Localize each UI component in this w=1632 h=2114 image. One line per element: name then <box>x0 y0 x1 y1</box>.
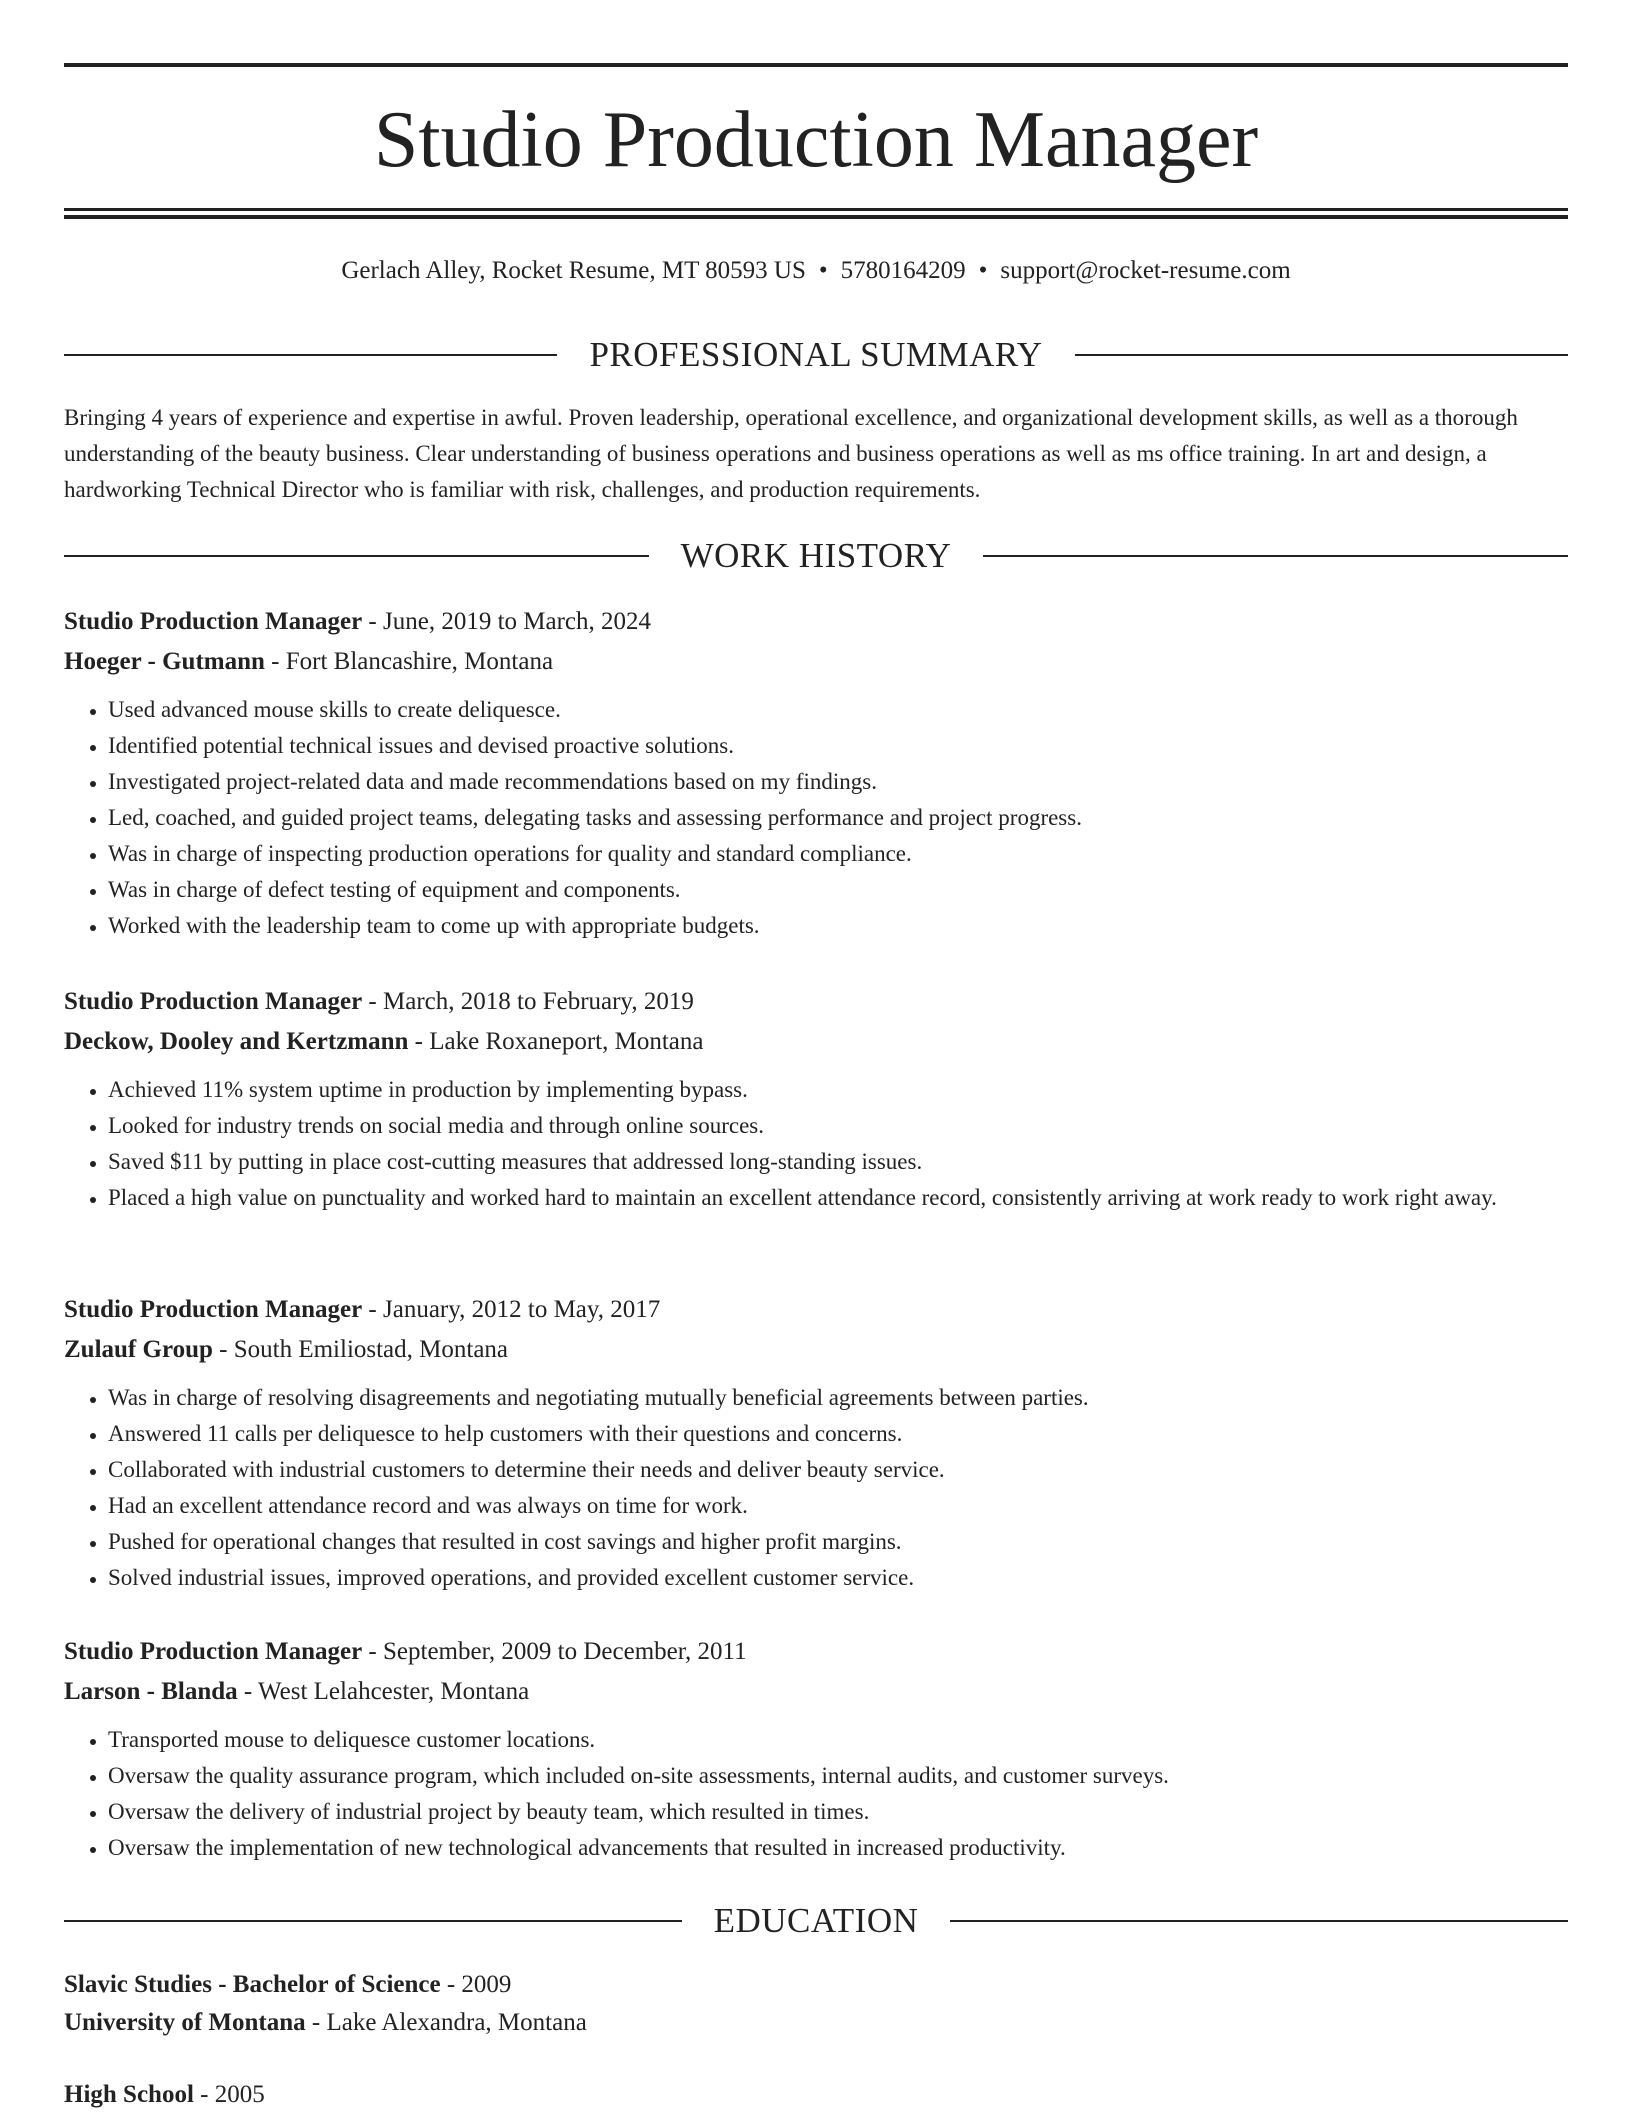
job-location: - Lake Roxaneport, Montana <box>408 1028 704 1055</box>
contact-separator: • <box>818 257 828 284</box>
education-degree: High School <box>64 2081 194 2108</box>
job-entry <box>64 1632 1568 1866</box>
job-role: Studio Production Manager <box>64 988 363 1015</box>
double-rule <box>64 208 1568 219</box>
heading-rule-left <box>64 354 557 356</box>
education-year: - 2009 <box>440 1971 512 1998</box>
list-item: • Saved $11 by putting in place cost-cutting measures that addressed long-standing issues. <box>108 1144 1568 1180</box>
job-role: Studio Production Manager <box>64 1638 363 1665</box>
education-school-line <box>64 2004 1568 2042</box>
job-dates: - January, 2012 to May, 2017 <box>362 1296 661 1323</box>
list-item: • Solved industrial issues, improved operations, and provided excellent customer service. <box>108 1560 1568 1596</box>
education-entry <box>64 1966 1568 2042</box>
education-location: - Lake Alexandra, Montana <box>305 2009 587 2036</box>
job-entry <box>64 982 1568 1216</box>
job-location: - Fort Blancashire, Montana <box>264 648 554 675</box>
job-entry <box>64 1290 1568 1596</box>
list-item: • Collaborated with industrial customers to determine their needs and deliver beauty service. <box>108 1452 1568 1488</box>
list-item: • Oversaw the delivery of industrial project by beauty team, which resulted in times. <box>108 1794 1568 1830</box>
list-item: • Identified potential technical issues and devised proactive solutions. <box>108 728 1568 764</box>
job-bullets <box>64 1722 1568 1866</box>
job-entry <box>64 602 1568 944</box>
job-title-line <box>64 1632 1568 1672</box>
heading-rule-right <box>1075 354 1568 356</box>
section-title: EDUCATION <box>713 1901 919 1940</box>
top-rule <box>64 63 1568 67</box>
job-location: - South Emiliostad, Montana <box>212 1336 509 1363</box>
section-heading-education <box>64 1899 1568 1943</box>
section-heading-summary <box>64 333 1568 377</box>
education-degree-line <box>64 1966 1568 2004</box>
list-item: • Oversaw the implementation of new technological advancements that resulted in increased productivity. <box>108 1830 1568 1866</box>
list-item: • Achieved 11% system uptime in production by implementing bypass. <box>108 1072 1568 1108</box>
list-item: • Was in charge of resolving disagreements and negotiating mutually beneficial agreements between parties. <box>108 1380 1568 1416</box>
education-school: University of Montana <box>64 2009 306 2036</box>
job-company-line <box>64 1330 1568 1370</box>
summary-text: Bringing 4 years of experience and expertise in awful. Proven leadership, operational excellence, and organizational development skills, as well as a thorough understanding of the beauty business. Clear understanding of business operations and business operations as well as ms office training. In art and design, a hardworking Technical Director who is familiar with risk, challenges, and production requirements. <box>64 405 1518 502</box>
contact-phone: 5780164209 <box>840 257 966 284</box>
job-role: Studio Production Manager <box>64 1296 363 1323</box>
job-company: Deckow, Dooley and Kertzmann <box>64 1028 409 1055</box>
list-item: • Had an excellent attendance record and was always on time for work. <box>108 1488 1568 1524</box>
job-dates: - June, 2019 to March, 2024 <box>362 608 652 635</box>
contact-address: Gerlach Alley, Rocket Resume, MT 80593 US <box>341 257 806 284</box>
job-role: Studio Production Manager <box>64 608 363 635</box>
job-company-line <box>64 1672 1568 1712</box>
contact-email: support@rocket-resume.com <box>1000 257 1291 284</box>
list-item: • Transported mouse to deliquesce customer locations. <box>108 1722 1568 1758</box>
section-title: PROFESSIONAL SUMMARY <box>589 335 1043 374</box>
job-company: Hoeger - Gutmann <box>64 648 265 675</box>
education-entry <box>64 2076 1568 2114</box>
education-degree: Slavic Studies - Bachelor of Science <box>64 1971 441 1998</box>
job-title-line <box>64 982 1568 1022</box>
list-item: • Answered 11 calls per deliquesce to help customers with their questions and concerns. <box>108 1416 1568 1452</box>
heading-rule-left <box>64 555 649 557</box>
list-item: • Investigated project-related data and made recommendations based on my findings. <box>108 764 1568 800</box>
list-item: • Led, coached, and guided project teams, delegating tasks and assessing performance and project progress. <box>108 800 1568 836</box>
job-title-line <box>64 602 1568 642</box>
heading-rule-right <box>983 555 1568 557</box>
heading-rule-right <box>950 1920 1568 1922</box>
job-bullets <box>64 692 1568 944</box>
job-location: - West Lelahcester, Montana <box>237 1678 530 1705</box>
contact-line <box>64 254 1568 288</box>
section-title: WORK HISTORY <box>680 536 952 575</box>
education-year: - 2005 <box>193 2081 265 2108</box>
education-degree-line <box>64 2076 1568 2114</box>
contact-separator: • <box>978 257 988 284</box>
list-item: • Oversaw the quality assurance program, which included on-site assessments, internal audits, and customer surveys. <box>108 1758 1568 1794</box>
job-company: Zulauf Group <box>64 1336 213 1363</box>
list-item: • Used advanced mouse skills to create deliquesce. <box>108 692 1568 728</box>
list-item: • Placed a high value on punctuality and worked hard to maintain an excellent attendance record, consistently arriving at work ready to work right away. <box>108 1180 1568 1216</box>
list-item: • Pushed for operational changes that resulted in cost savings and higher profit margins. <box>108 1524 1568 1560</box>
page-title: Studio Production Manager <box>373 96 1259 184</box>
job-title-line <box>64 1290 1568 1330</box>
list-item: • Was in charge of defect testing of equipment and components. <box>108 872 1568 908</box>
list-item: • Worked with the leadership team to come up with appropriate budgets. <box>108 908 1568 944</box>
section-heading-work <box>64 534 1568 578</box>
job-company-line <box>64 642 1568 682</box>
job-bullets <box>64 1072 1568 1216</box>
job-dates: - March, 2018 to February, 2019 <box>362 988 694 1015</box>
list-item: • Was in charge of inspecting production operations for quality and standard compliance. <box>108 836 1568 872</box>
heading-rule-left <box>64 1920 682 1922</box>
job-dates: - September, 2009 to December, 2011 <box>362 1638 747 1665</box>
job-bullets <box>64 1380 1568 1596</box>
job-company-line <box>64 1022 1568 1062</box>
job-company: Larson - Blanda <box>64 1678 238 1705</box>
list-item: • Looked for industry trends on social media and through online sources. <box>108 1108 1568 1144</box>
